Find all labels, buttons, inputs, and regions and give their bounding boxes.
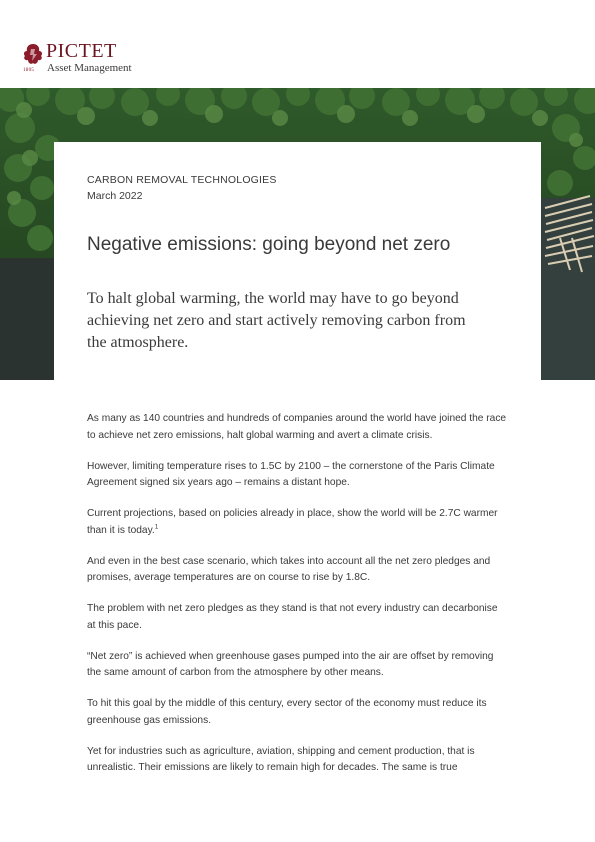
paragraph xyxy=(87,506,507,539)
footnote-marker[interactable]: 1 xyxy=(154,523,159,531)
paragraph: And even in the best case scenario, which takes into account all the net zero pledges and promises, average temperatures are on course to rise by 1.8C. xyxy=(87,555,491,583)
paragraph: Yet for industries such as agriculture, aviation, shipping and cement production, that is unrealistic. Their emissions are likely to remain high for decades. The same is true xyxy=(87,745,475,773)
paragraph: To hit this goal by the middle of this century, every sector of the economy must reduce its greenhouse gas emissions. xyxy=(87,698,487,726)
article-date: March 2022 xyxy=(87,190,143,202)
pictet-emblem-icon xyxy=(22,42,44,68)
logo-subtitle: Asset Management xyxy=(47,62,132,74)
paragraph: The problem with net zero pledges as they stand is that not every industry can decarbonise at this pace. xyxy=(87,603,498,631)
paragraph: However, limiting temperature rises to 1.5C by 2100 – the cornerstone of the Paris Climate Agreement signed six years ago – remains a distant hope. xyxy=(87,460,495,488)
article-category: CARBON REMOVAL TECHNOLOGIES xyxy=(87,174,277,186)
article-standfirst: To halt global warming, the world may have to go beyond achieving net zero and start actively removing carbon from the atmosphere. xyxy=(87,290,466,351)
article-title: Negative emissions: going beyond net zero xyxy=(87,234,451,255)
paragraph: As many as 140 countries and hundreds of companies around the world have joined the race to achieve net zero emissions, halt global warming and avert a climate crisis. xyxy=(87,413,507,441)
pictet-logo xyxy=(22,42,162,78)
logo-year: 1805 xyxy=(23,68,35,73)
article-body xyxy=(87,411,507,791)
paragraph-text: Current projections, based on policies already in place, show the world will be 2.7C warmer than it is today. xyxy=(87,508,498,536)
logo-wordmark: PICTET xyxy=(46,40,117,62)
paragraph: “Net zero” is achieved when greenhouse gases pumped into the air are offset by removing the same amount of carbon from the atmosphere by other means. xyxy=(87,650,494,678)
